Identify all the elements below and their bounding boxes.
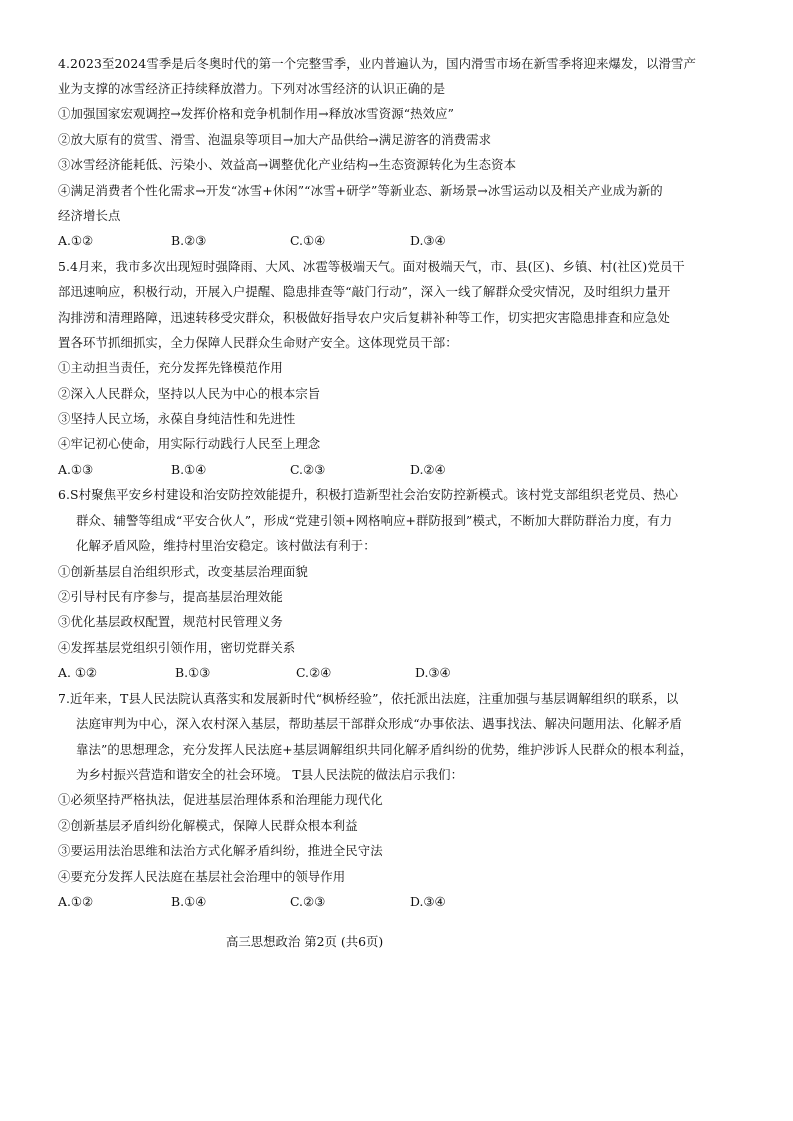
q6-option-c: C.②④ [296, 665, 332, 680]
q4-option-a: A.①② [58, 233, 94, 248]
q7-stem-line-3: 靠法”的思想理念，充分发挥人民法庭+基层调解组织共同化解矛盾纠纷的优势，维护涉诉人民群众的根本利益， [76, 742, 693, 757]
q4-stem-line-1: 4.2023至2024雪季是后冬奥时代的第一个完整雪季，业内普遍认为，国内滑雪市场在新雪季将迎来爆发，以滑雪产 [58, 56, 696, 71]
q7-stem-line-1: 7.近年来，T县人民法院认真落实和发展新时代“枫桥经验”，依托派出法庭，注重加强与基层调解组织的联系，以 [58, 691, 679, 706]
q4-item-2: ②放大原有的赏雪、滑雪、泡温泉等项目→加大产品供给→满足游客的消费需求 [58, 132, 492, 147]
q6-item-4: ④发挥基层党组织引领作用，密切党群关系 [58, 640, 296, 655]
page-footer: 高三思想政治 第2页 (共6页) [226, 934, 384, 949]
q5-stem-line-1: 5.4月来，我市多次出现短时强降雨、大风、冰雹等极端天气。面对极端天气，市、县(区)、乡镇、村(社区)党员干 [58, 259, 685, 274]
q6-item-3: ③优化基层政权配置，规范村民管理义务 [58, 614, 283, 629]
q4-item-4-line-1: ④满足消费者个性化需求→开发“冰雪+休闲”“冰雪+研学”等新业态、新场景→冰雪运动以及相关产业成为新的 [58, 183, 663, 198]
q5-item-4: ④牢记初心使命，用实际行动践行人民至上理念 [58, 436, 321, 451]
q5-option-a: A.①③ [58, 462, 94, 477]
q7-item-4: ④要充分发挥人民法庭在基层社会治理中的领导作用 [58, 869, 346, 884]
q7-option-b: B.①④ [171, 894, 207, 909]
q7-item-3: ③要运用法治思维和法治方式化解矛盾纠纷，推进全民守法 [58, 843, 383, 858]
q7-item-1: ①必须坚持严格执法，促进基层治理体系和治理能力现代化 [58, 792, 383, 807]
q4-item-3: ③冰雪经济能耗低、污染小、效益高→调整优化产业结构→生态资源转化为生态资本 [58, 157, 517, 172]
q6-stem-line-3: 化解矛盾风险，维持村里治安稳定。该村做法有利于： [76, 538, 376, 553]
q5-option-b: B.①④ [171, 462, 207, 477]
q6-stem-line-2: 群众、辅警等组成“平安合伙人”，形成“党建引领+网格响应+群防报到”模式，不断加大群防群治力度，有力 [76, 513, 673, 528]
q7-stem-line-2: 法庭审判为中心，深入农村深入基层，帮助基层干部群众形成“办事依法、遇事找法、解决问题用法、化解矛盾 [76, 716, 682, 731]
q6-option-d: D.③④ [415, 665, 451, 680]
q6-option-a: A. ①② [58, 665, 98, 680]
q4-item-4-line-2: 经济增长点 [58, 208, 121, 223]
q6-stem-line-1: 6.S村聚焦平安乡村建设和治安防控效能提升，积极打造新型社会治安防控新模式。该村党支部组织老党员、热心 [58, 487, 679, 502]
q5-option-d: D.②④ [410, 462, 446, 477]
q7-option-d: D.③④ [410, 894, 446, 909]
q7-stem-line-4: 为乡村振兴营造和谐安全的社会环境。 T县人民法院的做法启示我们： [76, 767, 464, 782]
q5-stem-line-4: 置各环节抓细抓实，全力保障人民群众生命财产安全。这体现党员干部： [58, 335, 458, 350]
q5-item-2: ②深入人民群众，坚持以人民为中心的根本宗旨 [58, 386, 321, 401]
q5-stem-line-3: 沟排涝和清理路障，迅速转移受灾群众，积极做好指导农户灾后复耕补种等工作，切实把灾害隐患排查和应急处 [58, 310, 671, 325]
q4-option-c: C.①④ [290, 233, 326, 248]
q7-item-2: ②创新基层矛盾纠纷化解模式，保障人民群众根本利益 [58, 818, 358, 833]
q5-item-1: ①主动担当责任，充分发挥先锋模范作用 [58, 360, 283, 375]
q7-option-c: C.②③ [290, 894, 326, 909]
q4-option-b: B.②③ [171, 233, 207, 248]
q5-item-3: ③坚持人民立场，永葆自身纯洁性和先进性 [58, 411, 296, 426]
q4-stem-line-2: 业为支撑的冰雪经济正持续释放潜力。下列对冰雪经济的认识正确的是 [58, 81, 446, 96]
q5-stem-line-2: 部迅速响应，积极行动，开展入户提醒、隐患排查等“敲门行动”，深入一线了解群众受灾情况，及时组织力量开 [58, 284, 671, 299]
q4-option-d: D.③④ [410, 233, 446, 248]
q6-option-b: B.①③ [175, 665, 211, 680]
q4-item-1: ①加强国家宏观调控→发挥价格和竞争机制作用→释放冰雪资源“热效应” [58, 106, 455, 121]
q6-item-1: ①创新基层自治组织形式，改变基层治理面貌 [58, 564, 308, 579]
q6-item-2: ②引导村民有序参与，提高基层治理效能 [58, 589, 283, 604]
q5-option-c: C.②③ [290, 462, 326, 477]
q7-option-a: A.①② [58, 894, 94, 909]
